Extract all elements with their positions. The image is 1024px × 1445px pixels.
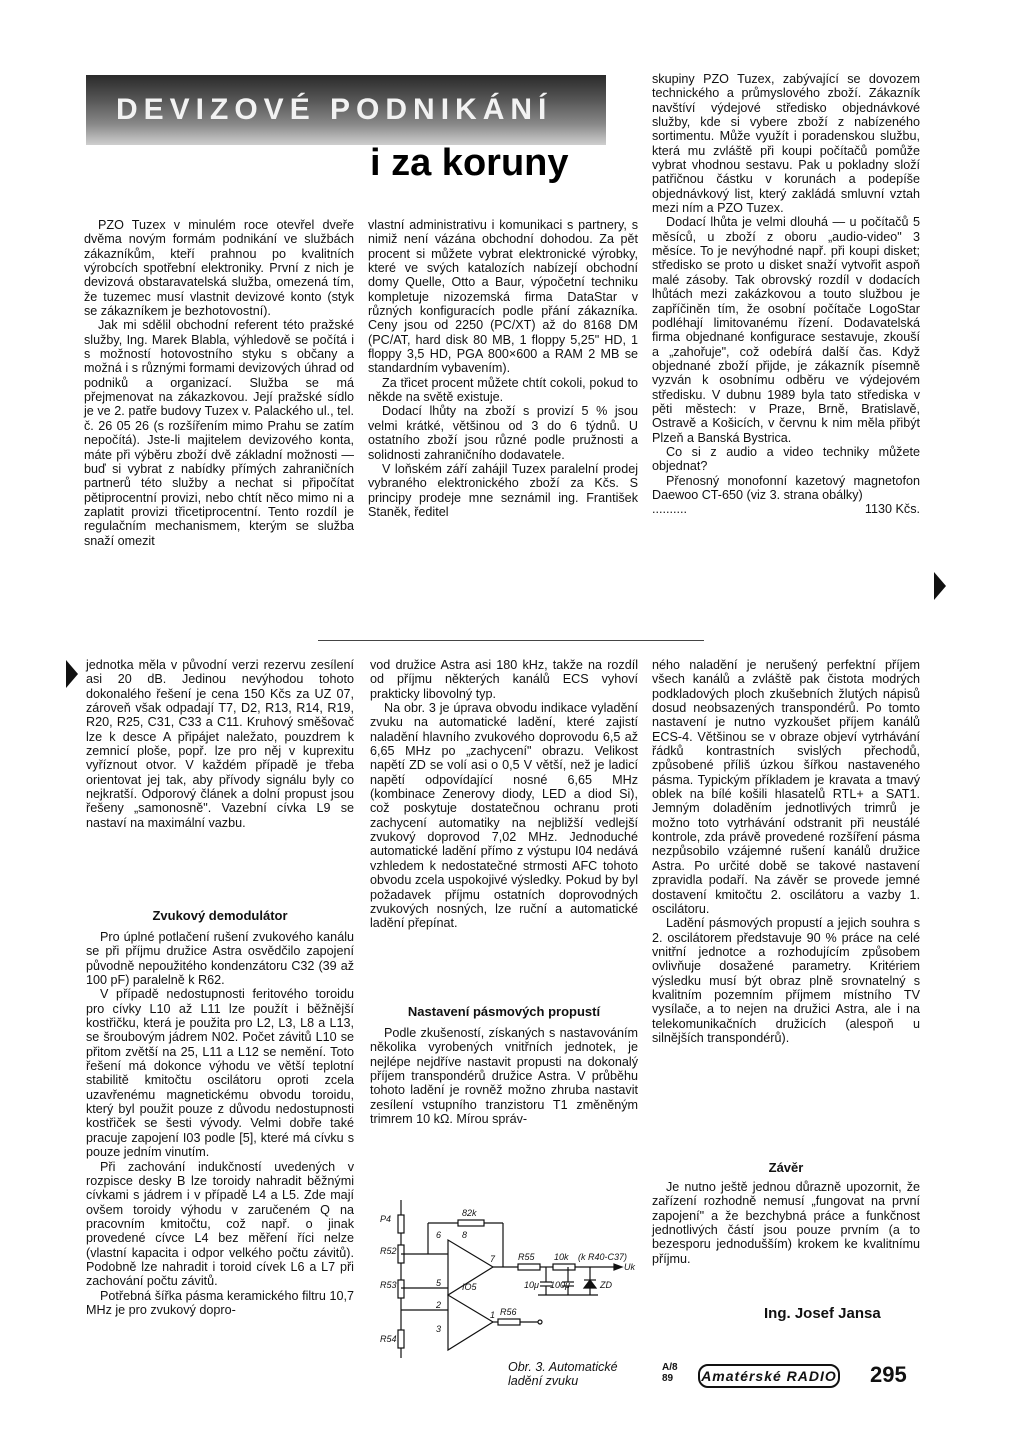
- opamp-lower: [448, 1295, 496, 1350]
- article1-col1: [84, 218, 354, 548]
- paragraph: Za třicet procent můžete chtít cokoli, pokud to někde na světě existuje.: [368, 375, 638, 405]
- paragraph: jednotka měla v původní verzi rezervu zesílení asi 20 dB. Jedinou nevýhodou tohoto dokonalého řešení je cena 150 Kčs za UZ 07, zároveň však odpadají T7, D2, R13, R14, R19, R20, R25, C31, C33 a C11. Kruhový směšovač lze k desce A připájet naležato, pouzdrem k zemnicí ploše, popř. lze pro něj v kuprexitu vyříznout otvor. V každém případě je třeba orientovat jej tak, aby přívody signálu byly co nejkratší. Odporový článek a dolní propust jsou řešeny „samonosně". Vazební cívka L9 se nastaví na maximální vazbu.: [86, 658, 354, 830]
- paragraph: ného naladění je nerušený perfektní příjem všech kanálů a zvláště pak čistota modrých podkladových ploch zkušebních žlutých nápisů dosud neobsazených transpondérů. Po tomto nastavení je nutno vyzkoušet příjem kanálů ECS-4. Většinou se v obraze objeví vytrhávání řádků kontrastních svislých přechodů, způsobené příliš úzkou šířkou nastaveného pásma. Typickým příkladem je kravata a tmavý oblek na bílé košili hlasatelů RTL+ a SAT1. Jemným doladěním jednotlivých trimrů je možno toto vytrhávání odstranit při neustálé kontrole, zda právě provedené rozšíření pásma nezpůsobilo vzájemné rušení kanálů družice Astra. Po určité době se takové nastavení zpravidla podaří. Na závěr se provede jemné dostavení kmitočtu 2. oscilátoru a vazby 1. oscilátoru.: [652, 658, 920, 916]
- issue-date: [662, 1362, 678, 1384]
- article1-col2: [368, 218, 638, 519]
- label-zd: ZD: [600, 1280, 612, 1290]
- resistor-p4: [398, 1215, 404, 1233]
- paragraph: V případě nedostupnosti feritového toroidu pro cívky L10 až L11 lze použít i běžnější kostřičku, která je použita pro L2, L3, L8 a L13, se šroubovým jádrem N02. Počet závitů L10 se přitom zvětší na 25, L11 a L12 se nemění. Toto řešení má dokonce výhodu ve větší teplotní stabilitě kmitočtu oscilátoru oproti zcela uzavřenému magnetickému obvodu toroidu, který byl použit pouze z důvodu nedostupnosti kostřiček se šesti vývody. Velmi dobře také pracuje zapojení I03 podle [5], které má cívku s pouze jedním vinutím.: [86, 987, 354, 1160]
- continue-arrow-icon: [934, 572, 946, 600]
- heading-conclusion: Závěr: [768, 1160, 804, 1175]
- continued-arrow-icon: [66, 660, 78, 688]
- label-pin7: 7: [490, 1254, 496, 1264]
- caption-number: Obr. 3.: [508, 1360, 546, 1374]
- headline-top-text: DEVIZOVÉ PODNIKÁNÍ: [116, 93, 553, 126]
- label-pin3: 3: [436, 1324, 442, 1334]
- figure-caption: [508, 1360, 648, 1388]
- label-pin2: 2: [436, 1300, 442, 1310]
- price-dots: ..........: [652, 502, 687, 517]
- label-p4: P4: [380, 1214, 392, 1224]
- label-r53: R53: [380, 1280, 397, 1290]
- label-r56: R56: [500, 1307, 517, 1317]
- resistor-82k: [458, 1220, 484, 1226]
- label-uk: Uk: [624, 1262, 635, 1272]
- label-pin6: 6: [436, 1230, 442, 1240]
- label-io5: IO5: [462, 1282, 477, 1292]
- article1-col3: [652, 72, 920, 517]
- paragraph: PZO Tuzex v minulém roce otevřel dveře dvěma novým formám podnikání ve službách zákazníkům, kteří prahnou po kvalitních výrobcích spotřební elektroniky. První z nich je devizová obstaravatelská služba, omezená tím, že tuzemec musí vlastnit devizové konto (styk se zákazníkem je bezhotovostní).: [84, 218, 354, 319]
- label-pin1: 1: [490, 1310, 496, 1320]
- label-r52: R52: [380, 1246, 397, 1256]
- article2-col2-top: [370, 658, 638, 931]
- paragraph: Ladění pásmových propustí a jejich souhra s 2. oscilátorem představuje 90 % práce na celé vnitřní jednotce a rozhodujícím způsobem ovlivňuje dosažené parametry. Kritériem výsledku musí být obraz plně srovnatelný s kvalitním pozemním příjmem místního TV vysílače, a to nejen na družici Astra, ale i na telekomunikačních družicích (alespoň u silnějších transpondérů).: [652, 916, 920, 1045]
- circuit-diagram: [378, 1190, 648, 1360]
- paragraph: Je nutno ještě jednou důrazně upozornit, že zařízení rozhodně nemusí „fungovat na první zapojení" a že bezchybná práce a funkčnost jednotlivých částí jsou pouze prvním (a to bezesporu jednodušším) krokem ke kvalitnímu příjmu.: [652, 1180, 920, 1266]
- paragraph: Přenosný monofonní kazetový magnetofon Daewoo CT-650 (viz 3. strana obálky): [652, 473, 920, 502]
- label-r54: R54: [380, 1334, 397, 1344]
- paragraph: Při zachování indukčností uvedených v rozpisce desky B lze toroidy nahradit běžnými cívkami s jádrem i v případě L4 a L5. Zde mají ovšem toroidy výhodu v zaručeném Q na pracovním kmitočtu, což např. o jinak provedené cívce L4 bez měření říci nelze (vlastní kapacita i odpor velkého počtu závitů). Podobně lze nahradit i toroid cívek L6 a L7 při zachování počtu závitů.: [86, 1159, 354, 1289]
- price-row: [652, 502, 920, 516]
- author-signature: Ing. Josef Jansa: [764, 1305, 881, 1322]
- paragraph: vod družice Astra asi 180 kHz, takže na rozdíl od příjmu některých kanálů ECS vyhoví prakticky libovolný typ.: [370, 658, 638, 701]
- article2-col1-rest: [86, 930, 354, 1317]
- resistor-10k: [553, 1264, 575, 1270]
- section-divider: [318, 640, 704, 641]
- paragraph: V loňském září zahájil Tuzex paralelní prodej vybraného elektronického zboží za Kčs. S principy prodeje mne seznámil ing. František Staněk, ředitel: [368, 461, 638, 519]
- label-note: (k R40-C37): [578, 1252, 628, 1262]
- issue-year: 89: [662, 1373, 674, 1384]
- heading-sound-demodulator: Zvukový demodulátor: [152, 908, 288, 923]
- label-cap2: 100μ: [550, 1280, 570, 1290]
- paragraph: Pro úplné potlačení rušení zvukového kanálu se při příjmu družice Astra osvědčilo zapojení původně nepoužitého kondenzátoru C32 (39 až 100 pF) paralelně k R62.: [86, 930, 354, 988]
- paragraph: skupiny PZO Tuzex, zabývající se dovozem technického a průmyslového zboží. Zákazník navštíví výdejové středisko objednávkové služby, kde si vybere zboží z nabízeného sortimentu. Může využít i poradenskou službu, která mu zvláště při koupi počítačů pomůže vybrat vhodnou sestavu. Pak u pokladny složí patřičnou částku v korunách a podepíše objednávkový list, který zakládá smluvní vztah mezi ním a PZO Tuzex.: [652, 72, 920, 216]
- price: 1130 Kčs.: [864, 502, 920, 517]
- headline-title: i za koruny: [370, 142, 569, 184]
- article2-col3: [652, 658, 920, 1045]
- heading-band-filters: Nastavení pásmových propustí: [407, 1004, 601, 1019]
- paragraph: Co si z audio a video techniky můžete objednat?: [652, 444, 920, 474]
- label-pin8: 8: [462, 1230, 468, 1240]
- paragraph: Dodací lhůta je velmi dlouhá — u počítačů 5 měsíců, u zboží z oboru „audio-video" 3 měsíce. To je nevýhodné např. při koupi disket; středisko se proto u disket snaží vytvořit aspoň malé zásoby. Tak obrovský rozdíl v dodacích lhůtách mezi zakázkovou a touto službou je zapříčiněn tím, že osobní počítače LogoStar podléhají limitovanému řízení. Dodavatelská firma objednané konfigurace sestavuje, zkouší a „zahořuje", což odebírá další čas. Když objednané zboží přijde, je zákazník písemně vyzván k osobnímu odběru ve výdejovém středisku. V dubnu 1989 byla tato střediska v pěti městech: v Praze, Brně, Bratislavě, Ostravě a Košicích, v červnu k nim měla přibýt Plzeň a Banská Bystrica.: [652, 215, 920, 445]
- label-10k: 10k: [554, 1252, 569, 1262]
- paragraph: Jak mi sdělil obchodní referent této pražské služby, Ing. Marek Blabla, výhledově se počítá i s možností hotovostního styku s občany a možná i s různými formami devizových úhrad od podniků a organizací. Služba se má přejmenovat na zákazkovou. Její pražské sídlo je ve 2. patře budovy Tuzex v. Palackého ul., tel. č. 26 05 26 (s rozšířením mimo Prahu se zatím nepočítá). Jste-li majitelem devizového konta, máte při výběru zboží dvě základní možnosti — buď si vybrat z nabídky přímých zahraničních partnerů této služby a nechat si připočítat pětiprocentní provizi, nebo chtít něco mimo ni a zaplatit provizi třicetiprocentní. Tento rozdíl je regulačním mechanismem, kterým se služba snaží omezit: [84, 318, 354, 548]
- label-pin5: 5: [436, 1278, 442, 1288]
- article2-col1-top: [86, 658, 354, 830]
- resistor-r53: [398, 1280, 404, 1298]
- article2-col3-end: [652, 1180, 920, 1266]
- paragraph: Podle zkušeností, získaných s nastavováním několika vyrobených vnitřních jednotek, je nejlépe nejdříve nastavit propusti na dokonalý příjem transpondérů družice Astra. V průběhu tohoto ladění je rovněž možno zhruba nastavit zesílení vstupního tranzistoru T1 změněným trimrem 10 kΩ. Mírou správ-: [370, 1026, 638, 1127]
- magazine-logo: Amatérské RADIO: [698, 1364, 840, 1388]
- label-cap1: 10μ: [524, 1280, 539, 1290]
- caption-text: Automatické ladění zvuku: [508, 1360, 618, 1388]
- paragraph: Potřebná šířka pásma keramického filtru 10,7 MHz je pro zvukový dopro-: [86, 1288, 354, 1317]
- paragraph: vlastní administrativu i komunikaci s partnery, s nimiž není vázána obchodní dohodou. Za pět procent si můžete vybrat elektronické výrobky, které ve svých katalozích nabízejí obchodní domy Quelle, Otto a Baur, výpočetní techniku kompletuje nizozemská firma DataStar v různých konfiguracích podle přání zákazníka. Ceny jsou od 2250 (PC/XT) až do 8168 DM (PC/AT, hard disk 80 MB, 1 floppy 5,25" HD, 1 floppy 3,5 HD, PGA 800×600 a RAM 2 MB se standardním vybavením).: [368, 218, 638, 376]
- resistor-r54: [398, 1330, 404, 1348]
- resistor-r56: [498, 1319, 520, 1325]
- issue-number: A/8: [662, 1362, 678, 1373]
- label-r55: R55: [518, 1252, 535, 1262]
- paragraph: Dodací lhůty na zboží s provizí 5 % jsou velmi krátké, většinou od 3 do 6 týdnů. U ostatního zboží jsou různé podle pružnosti a solidnosti zahraničního dodavatele.: [368, 404, 638, 462]
- label-82k: 82k: [462, 1208, 477, 1218]
- page-footer: [662, 1362, 932, 1388]
- paragraph: Na obr. 3 je úprava obvodu indikace vyladění zvuku na automatické ladění, které zajistí naladění hlavního zvukového doprovodu 6,5 až 6,65 MHz po „zachycení" obrazu. Velikost napětí ZD se volí asi o 0,5 V větší, než je ladicí napětí odpovídající nosné 6,65 MHz (kombinace Zenerovy diody, LED a diod Si), což poskytuje dostatečnou ochranu proti zachycení automatiky na nejbližší vedlejší zvukový doprovod 7,02 MHz. Jednoduché automatické ladění přímo z výstupu I04 nedává vzhledem k nedostatečné strmosti AFC tohoto obvodu zcela uspokojivé výsledky. Pokud by byl požadavek příjmu ostatních doprovodných zvukových nosných, lze ruční a automatické ladění přepínat.: [370, 701, 638, 931]
- page-number: 295: [870, 1362, 907, 1387]
- resistor-r55: [518, 1264, 540, 1270]
- article2-col2-rest: [370, 1026, 638, 1126]
